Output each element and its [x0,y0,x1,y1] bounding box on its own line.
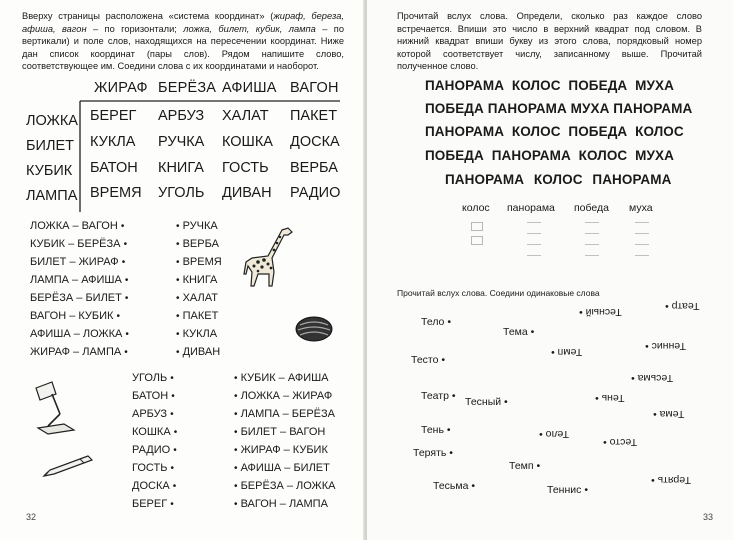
match-word: Театр • [421,390,456,402]
page-number: 33 [703,512,714,522]
right-intro-text: Прочитай вслух слова. Определи, сколько раз каждое слово встречается. Впиши это число в верхний квадрат под словом. В нижний квадрат впиши букву из этого слова, порядковый номер которой соответствует числу, записанному выше. Прочитай полученное слово. [397,11,702,72]
answer-line [635,233,649,234]
list-item: • АФИША – БИЛЕТ [234,462,330,474]
left-intro-text: Вверху страницы расположена «система координат» (жираф, береза, афиша, вагон – по горизонтали; ложка, билет, кубик, лампа – по вертикали) и поле слов, находящихся на пересечении координат. Ниже дан список координат (пары слов). Рядом напишите слово, соответствующее им. Соедини слова с их координатами и наоборот. [22,11,345,72]
answer-line [527,222,541,223]
list-item: ДОСКА • [132,480,177,492]
list-item: • ВАГОН – ЛАМПА [234,498,328,510]
page-number: 32 [26,512,37,522]
list-item: БАТОН • [132,390,175,402]
count-word: муха [629,202,653,214]
list-item: • БИЛЕТ – ВАГОН [234,426,326,438]
grid-cell: РУЧКА [158,134,205,150]
grid-cell: УГОЛЬ [158,185,205,201]
count-word: колос [462,202,490,214]
match-word-flipped: Терять • [651,474,691,486]
match-word-flipped: Тема • [653,408,685,420]
match-word-flipped: Теннис • [645,340,686,352]
word-row: ПОБЕДА ПАНОРАМА КОЛОС МУХА [425,148,674,163]
grid-cell: ВЕРБА [290,160,338,176]
list-item: • ЛОЖКА – ЖИРАФ [234,390,333,402]
list-item: • КНИГА [176,274,218,286]
list-item: КОШКА • [132,426,178,438]
list-item: ЛАМПА – АФИША • [30,274,129,286]
match-word: Тесто • [411,354,446,366]
list-item: • ВРЕМЯ [176,256,222,268]
match-word: Теннис • [547,484,588,496]
list-item: ЛОЖКА – ВАГОН • [30,220,125,232]
list-item: ВАГОН – КУБИК • [30,310,121,322]
list-item: УГОЛЬ • [132,372,174,384]
pen-icon [40,452,96,480]
match-word: Тема • [503,326,535,338]
word-row: ПАНОРАМА КОЛОС ПОБЕДА КОЛОС [425,124,684,139]
list-item: АФИША – ЛОЖКА • [30,328,129,340]
word-row: ПАНОРАМА КОЛОС ПАНОРАМА [445,172,672,187]
answer-line [527,255,541,256]
grid-cell: КНИГА [158,160,204,176]
match-word-flipped: Тело • [539,428,570,440]
match-word-flipped: Темп • [551,346,583,358]
grid-cell: БЕРЕГ [90,108,137,124]
list-item: • ЛАМПА – БЕРЁЗА [234,408,335,420]
match-word-flipped: Тесный • [579,306,622,318]
word-row: ПОБЕДА ПАНОРАМА МУХА ПАНОРАМА [425,101,693,116]
grid-cell: КОШКА [222,134,273,150]
list-item: • ПАКЕТ [176,310,219,322]
answer-box[interactable] [471,222,483,231]
answer-line [635,244,649,245]
list-item: РАДИО • [132,444,177,456]
match-word-flipped: Театр • [665,300,700,312]
list-item: • КУКЛА [176,328,218,340]
instruction-text: Прочитай вслух слова. Соедини одинаковые слова [397,288,600,298]
grid-cell: ВРЕМЯ [90,185,142,201]
match-word-flipped: Тесто • [603,436,638,448]
match-word: Тень • [421,424,451,436]
match-word: Тело • [421,316,452,328]
answer-line [585,222,599,223]
list-item: БЕРЁЗА – БИЛЕТ • [30,292,129,304]
list-item: КУБИК – БЕРЁЗА • [30,238,128,250]
grid-cell: АРБУЗ [158,108,205,124]
left-page [0,0,366,540]
list-item: АРБУЗ • [132,408,174,420]
grid-row-label: ЛАМПА [26,188,78,204]
grid-col-header: ВАГОН [290,80,339,96]
match-word: Тесный • [465,396,508,408]
match-word: Тесьма • [433,480,476,492]
match-word-flipped: Тень • [595,392,625,404]
answer-line [585,255,599,256]
list-item: • КУБИК – АФИША [234,372,329,384]
answer-line [635,255,649,256]
word-row: ПАНОРАМА КОЛОС ПОБЕДА МУХА [425,78,674,93]
answer-line [585,233,599,234]
desk-lamp-icon [30,380,80,438]
answer-box[interactable] [471,236,483,245]
grid-row-label: ЛОЖКА [26,113,78,129]
list-item: • ХАЛАТ [176,292,218,304]
grid-cell: ХАЛАТ [222,108,269,124]
list-item: • РУЧКА [176,220,218,232]
grid-cell: ПАКЕТ [290,108,338,124]
list-item: БЕРЕГ • [132,498,174,510]
list-item: • ЖИРАФ – КУБИК [234,444,328,456]
count-word: панорама [507,202,555,214]
list-item: БИЛЕТ – ЖИРАФ • [30,256,126,268]
answer-line [527,244,541,245]
list-item: • ВЕРБА [176,238,219,250]
grid-cell: КУКЛА [90,134,136,150]
list-item: • ДИВАН [176,346,221,358]
grid-col-header: ЖИРАФ [94,80,148,96]
match-word: Темп • [509,460,541,472]
watermelon-icon [294,315,334,343]
grid-cell: РАДИО [290,185,341,201]
answer-line [635,222,649,223]
count-word: победа [574,202,609,214]
list-item: ГОСТЬ • [132,462,174,474]
list-item: ЖИРАФ – ЛАМПА • [30,346,128,358]
grid-row-label: БИЛЕТ [26,138,74,154]
grid-cell: БАТОН [90,160,138,176]
match-word-flipped: Тесьма • [631,372,674,384]
grid-cell: ГОСТЬ [222,160,269,176]
grid-cell: ДИВАН [222,185,272,201]
grid-row-label: КУБИК [26,163,73,179]
grid-col-header: БЕРЁЗА [158,80,217,96]
answer-line [585,244,599,245]
grid-cell: ДОСКА [290,134,340,150]
answer-line [527,233,541,234]
list-item: • БЕРЁЗА – ЛОЖКА [234,480,336,492]
giraffe-icon [238,226,300,290]
right-page [367,0,733,540]
grid-col-header: АФИША [222,80,277,96]
match-word: Терять • [413,447,453,459]
